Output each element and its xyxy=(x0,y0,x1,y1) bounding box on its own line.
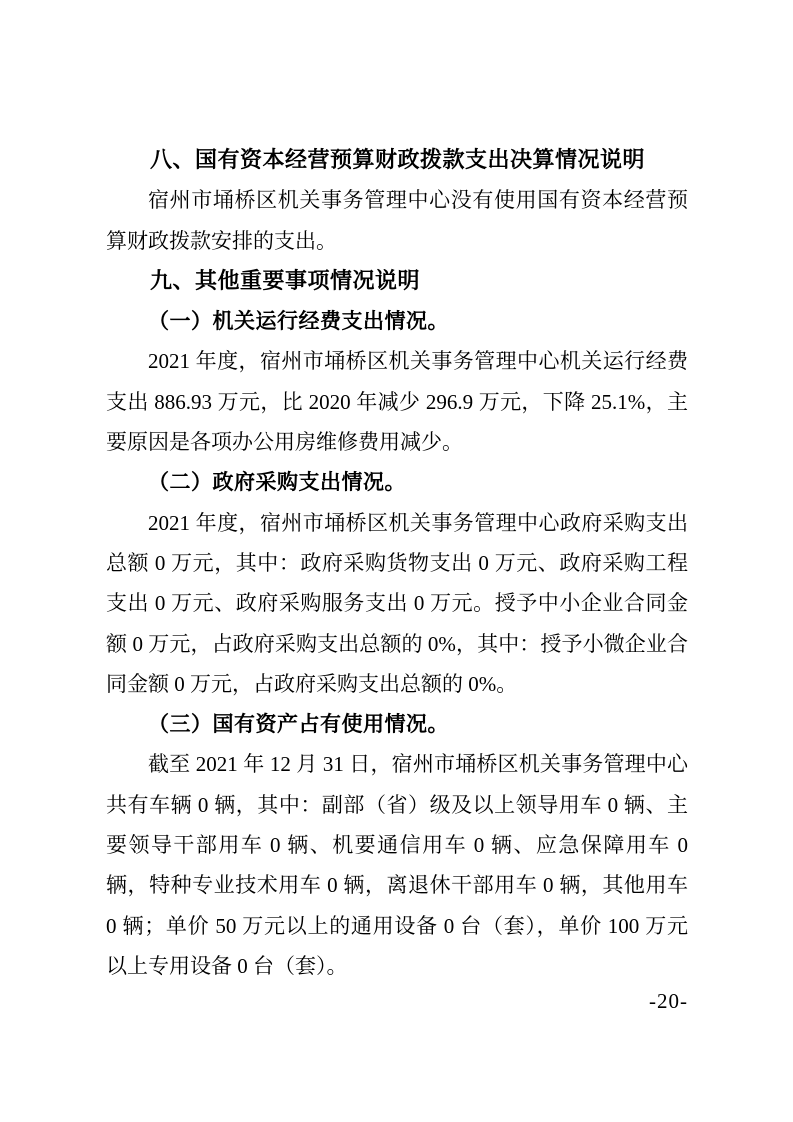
section-heading-9: 九、其他重要事项情况说明 xyxy=(150,267,421,293)
subsection-heading-state-assets: （三）国有资产占有使用情况。 xyxy=(148,712,449,737)
body-paragraph-state-assets: 截至 2021 年 12 月 31 日，宿州市埇桥区机关事务管理中心共有车辆 0 辆，其中：副部（省）级及以上领导用车 0 辆、主要领导干部用车 0 辆、机要通信用车 0 辆、应急保障用车 0 辆，特种专业技术用车 0 辆，离退休干部用车 0 辆，其他用车 0 辆；单价 50 万元以上的通用设备 0 台（套），单价 100 万元以上专用设备 0 台（套）。 xyxy=(106,752,688,978)
subsection-heading-operating-expenses: （一）机关运行经费支出情况。 xyxy=(148,309,449,334)
body-paragraph-operating-expenses: 2021 年度，宿州市埇桥区机关事务管理中心机关运行经费支出 886.93 万元，比 2020 年减少 296.9 万元，下降 25.1%，主要原因是各项办公用房维修费用减少。 xyxy=(106,349,688,455)
body-paragraph-government-procurement: 2021 年度，宿州市埇桥区机关事务管理中心政府采购支出总额 0 万元，其中：政府采购货物支出 0 万元、政府采购工程支出 0 万元、政府采购服务支出 0 万元。授予中小企业合同金额 0 万元，占政府采购支出总额的 0%，其中：授予小微企业合同金额 0 万元，占政府采购支出总额的 0%。 xyxy=(106,510,688,696)
page-number: -20- xyxy=(649,989,688,1013)
section-heading-8: 八、国有资本经营预算财政拨款支出决算情况说明 xyxy=(150,147,646,172)
subsection-heading-government-procurement: （二）政府采购支出情况。 xyxy=(148,470,406,495)
body-paragraph-no-soe-expenditure: 宿州市埇桥区机关事务管理中心没有使用国有资本经营预算财政拨款安排的支出。 xyxy=(106,188,688,253)
